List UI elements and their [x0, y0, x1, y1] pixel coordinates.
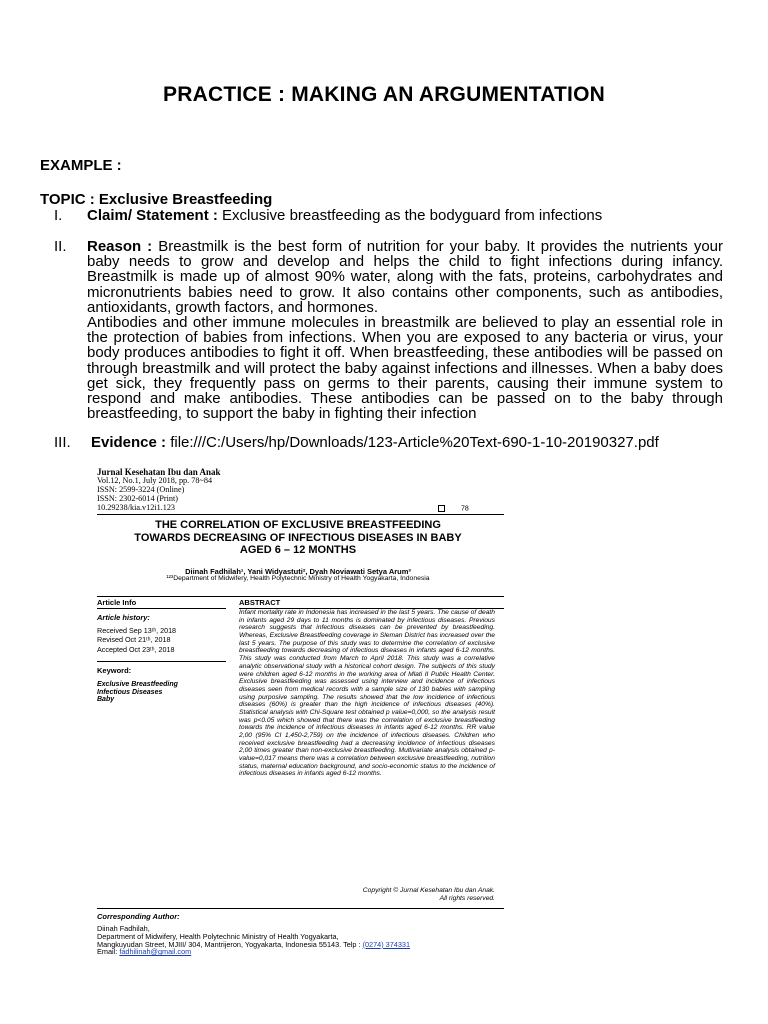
journal-header: [97, 468, 221, 513]
square-icon: [438, 505, 445, 512]
claim-text: Exclusive breastfeeding as the bodyguard from infections: [217, 207, 603, 224]
corresponding-author-heading: Corresponding Author:: [97, 912, 180, 921]
evidence-link[interactable]: file:///C:/Users/hp/Downloads/123-Article%20Text-690-1-10-20190327.pdf: [166, 434, 659, 451]
author-name: Diinah Fadhilah,: [97, 924, 150, 933]
abstract-text: Infant mortality rate in Indonesia has increased in the last 5 years. The cause of death in infants aged 29 days to 11 months is dominated by infectious diseases. Previous research suggests that infectious diseases can be prevented by breastfeeding. Whereas, Exclusive Breastfeeding coverage in Sleman District has increased over the last 5 years. The purpose of this study was to determine the correlation of exclusive breastfeeding towards decreasing of infectious diseases in infants aged 6-12 months. This study was conducted from March to April 2018. This study was a correlative analytic observational study with a historical cohort design. The subjects of this study were children aged 6-12 months in the working area of Mlati II Public Health Center. Exclusive breastfeeding was assessed using interview and incidence of infectious diseases seen from medical records with a sample size of 130 babies with sampling using purposive sampling. The results showed that the low incidence of infectious diseases (60%) is greater than the high incidence of infectious diseases (40%). Statistical analysis with Chi-Square test obtained p value=0,000, so the analysis result was p<0.05 which showed that there was the correlation of exclusive breastfeeding towards the incidence of infectious diseases in infants aged 6-12 months. RR value 2,00 (95% CI 1,450-2,759) on the incidence of infectious diseases. Children who received exclusive breastfeeding had a decreasing incidence of infectious diseases 2,00 times greater than non-exclusive breastfeeding. Multivariate analysis obtained p-value=0,017 means there was a correlation between exclusive breastfeeding, nutrition status, maternal education background, and socio-economic status to the incidence of infectious diseases in infants aged 6-12 months.: [239, 609, 495, 778]
topic-label: TOPIC : Exclusive Breastfeeding: [40, 191, 273, 208]
page-number-text: 78: [461, 505, 469, 513]
article-history: [97, 626, 176, 654]
address-text: Mangkuyudan Street, MJIII/ 304, Mantrijeron, Yogyakarta, Indonesia 55143. Telp :: [97, 939, 363, 949]
article-title-line-1: THE CORRELATION OF EXCLUSIVE BREASTFEEDING: [155, 519, 441, 531]
keyword-item: Infectious Diseases: [97, 688, 163, 696]
journal-doi: 10.29238/kia.v12i1.123: [97, 502, 176, 512]
journal-volume: Vol.12, No.1, July 2018, pp. 78~84: [97, 475, 213, 485]
journal-issn-print: ISSN: 2302-6014 (Print): [97, 493, 178, 503]
divider: [97, 608, 226, 609]
revised-date: Revised Oct 21ᵗʰ, 2018: [97, 635, 171, 645]
evidence-number: III.: [54, 434, 71, 451]
page-number: [438, 505, 469, 512]
reason-paragraph-2: Antibodies and other immune molecules in breastmilk are believed to play an essential role in the protection of babies from infections. When you are exposed to any bacteria or virus, your body produces antibodies to fight it off. When breastfeeding, these antibodies will be passed on through breastmilk and will protect the baby against infections and illnesses. When a baby does get sick, they frequently pass on germs to their parents, causing their immune system to respond and make antibodies. These antibodies can be passed on to the baby through breastfeeding, to support the baby in fighting their infection: [87, 314, 723, 423]
claim-label: Claim/ Statement :: [87, 207, 218, 224]
topic-line: [40, 191, 272, 208]
reason-section: [40, 239, 724, 424]
divider: [97, 514, 504, 515]
reason-number: II.: [54, 238, 67, 255]
article-title-line-2: TOWARDS DECREASING OF INFECTIOUS DISEASES IN BABY: [134, 531, 462, 544]
author-email: [97, 948, 410, 956]
keyword-item: Exclusive Breastfeeding: [97, 681, 178, 688]
email-label: Email:: [97, 947, 120, 957]
reason-label: Reason :: [87, 238, 153, 255]
copyright-line-2: All rights reserved.: [439, 895, 495, 902]
evidence-label: Evidence :: [91, 434, 167, 451]
email-link[interactable]: fadhilinah@gmail.com: [119, 947, 192, 957]
divider: [97, 661, 226, 662]
abstract-heading: ABSTRACT: [239, 598, 281, 607]
keyword-list: [97, 681, 178, 704]
article-screenshot: [92, 463, 504, 969]
example-label: EXAMPLE :: [40, 157, 122, 174]
claim-body: [87, 208, 723, 223]
divider: [97, 596, 504, 597]
reason-text-1: Breastmilk is the best form of nutrition for your baby. It provides the nutrients your baby needs to grow and develop and helps the child to fight infections during infancy. Breastmilk is made up of almost 90% water, along with the fats, proteins, carbohydrates and micronutrients babies need to grow. It also contains other components, such as antibodies, antioxidants, growth factors, and hormones.: [87, 238, 723, 316]
journal-name: Jurnal Kesehatan Ibu dan Anak: [97, 467, 221, 477]
phone-link[interactable]: (0274) 374331: [362, 939, 411, 949]
article-info-heading: Article Info: [97, 598, 137, 607]
copyright-notice: [239, 887, 495, 903]
article-authors: Diinah Fadhilah¹, Yani Widyastuti², Dyah Noviawati Setya Arum³: [185, 567, 411, 576]
divider: [97, 908, 504, 909]
article-title: [92, 519, 504, 557]
author-department: Department of Midwifery, Health Polytechnic Ministry of Health Yogyakarta,: [97, 931, 339, 941]
article-title-line-3: AGED 6 – 12 MONTHS: [239, 544, 357, 556]
article-affiliation: ¹²³Department of Midwifery, Health Polytechnic Ministry of Health Yogyakarta, Indonesia: [166, 575, 430, 582]
corresponding-author: [97, 925, 410, 956]
keyword-item: Baby: [97, 696, 115, 704]
reason-paragraph-1: [87, 239, 723, 315]
accepted-date: Accepted Oct 23ᵗʰ, 2018: [97, 644, 175, 654]
claim-section: [40, 208, 724, 228]
page-title: PRACTICE : MAKING AN ARGUMENTATION: [163, 83, 605, 106]
evidence-section: [40, 435, 724, 455]
keyword-heading: Keyword:: [97, 666, 132, 675]
claim-number: I.: [54, 207, 63, 224]
evidence-body: [91, 435, 727, 450]
copyright-line-1: Copyright © Jurnal Kesehatan Ibu dan Anak.: [362, 887, 495, 894]
received-date: Received Sep 13ᵗʰ, 2018: [97, 626, 177, 635]
reason-body: [87, 239, 723, 421]
article-history-heading: Article history:: [97, 613, 150, 622]
journal-issn-online: ISSN: 2599-3224 (Online): [97, 484, 185, 494]
